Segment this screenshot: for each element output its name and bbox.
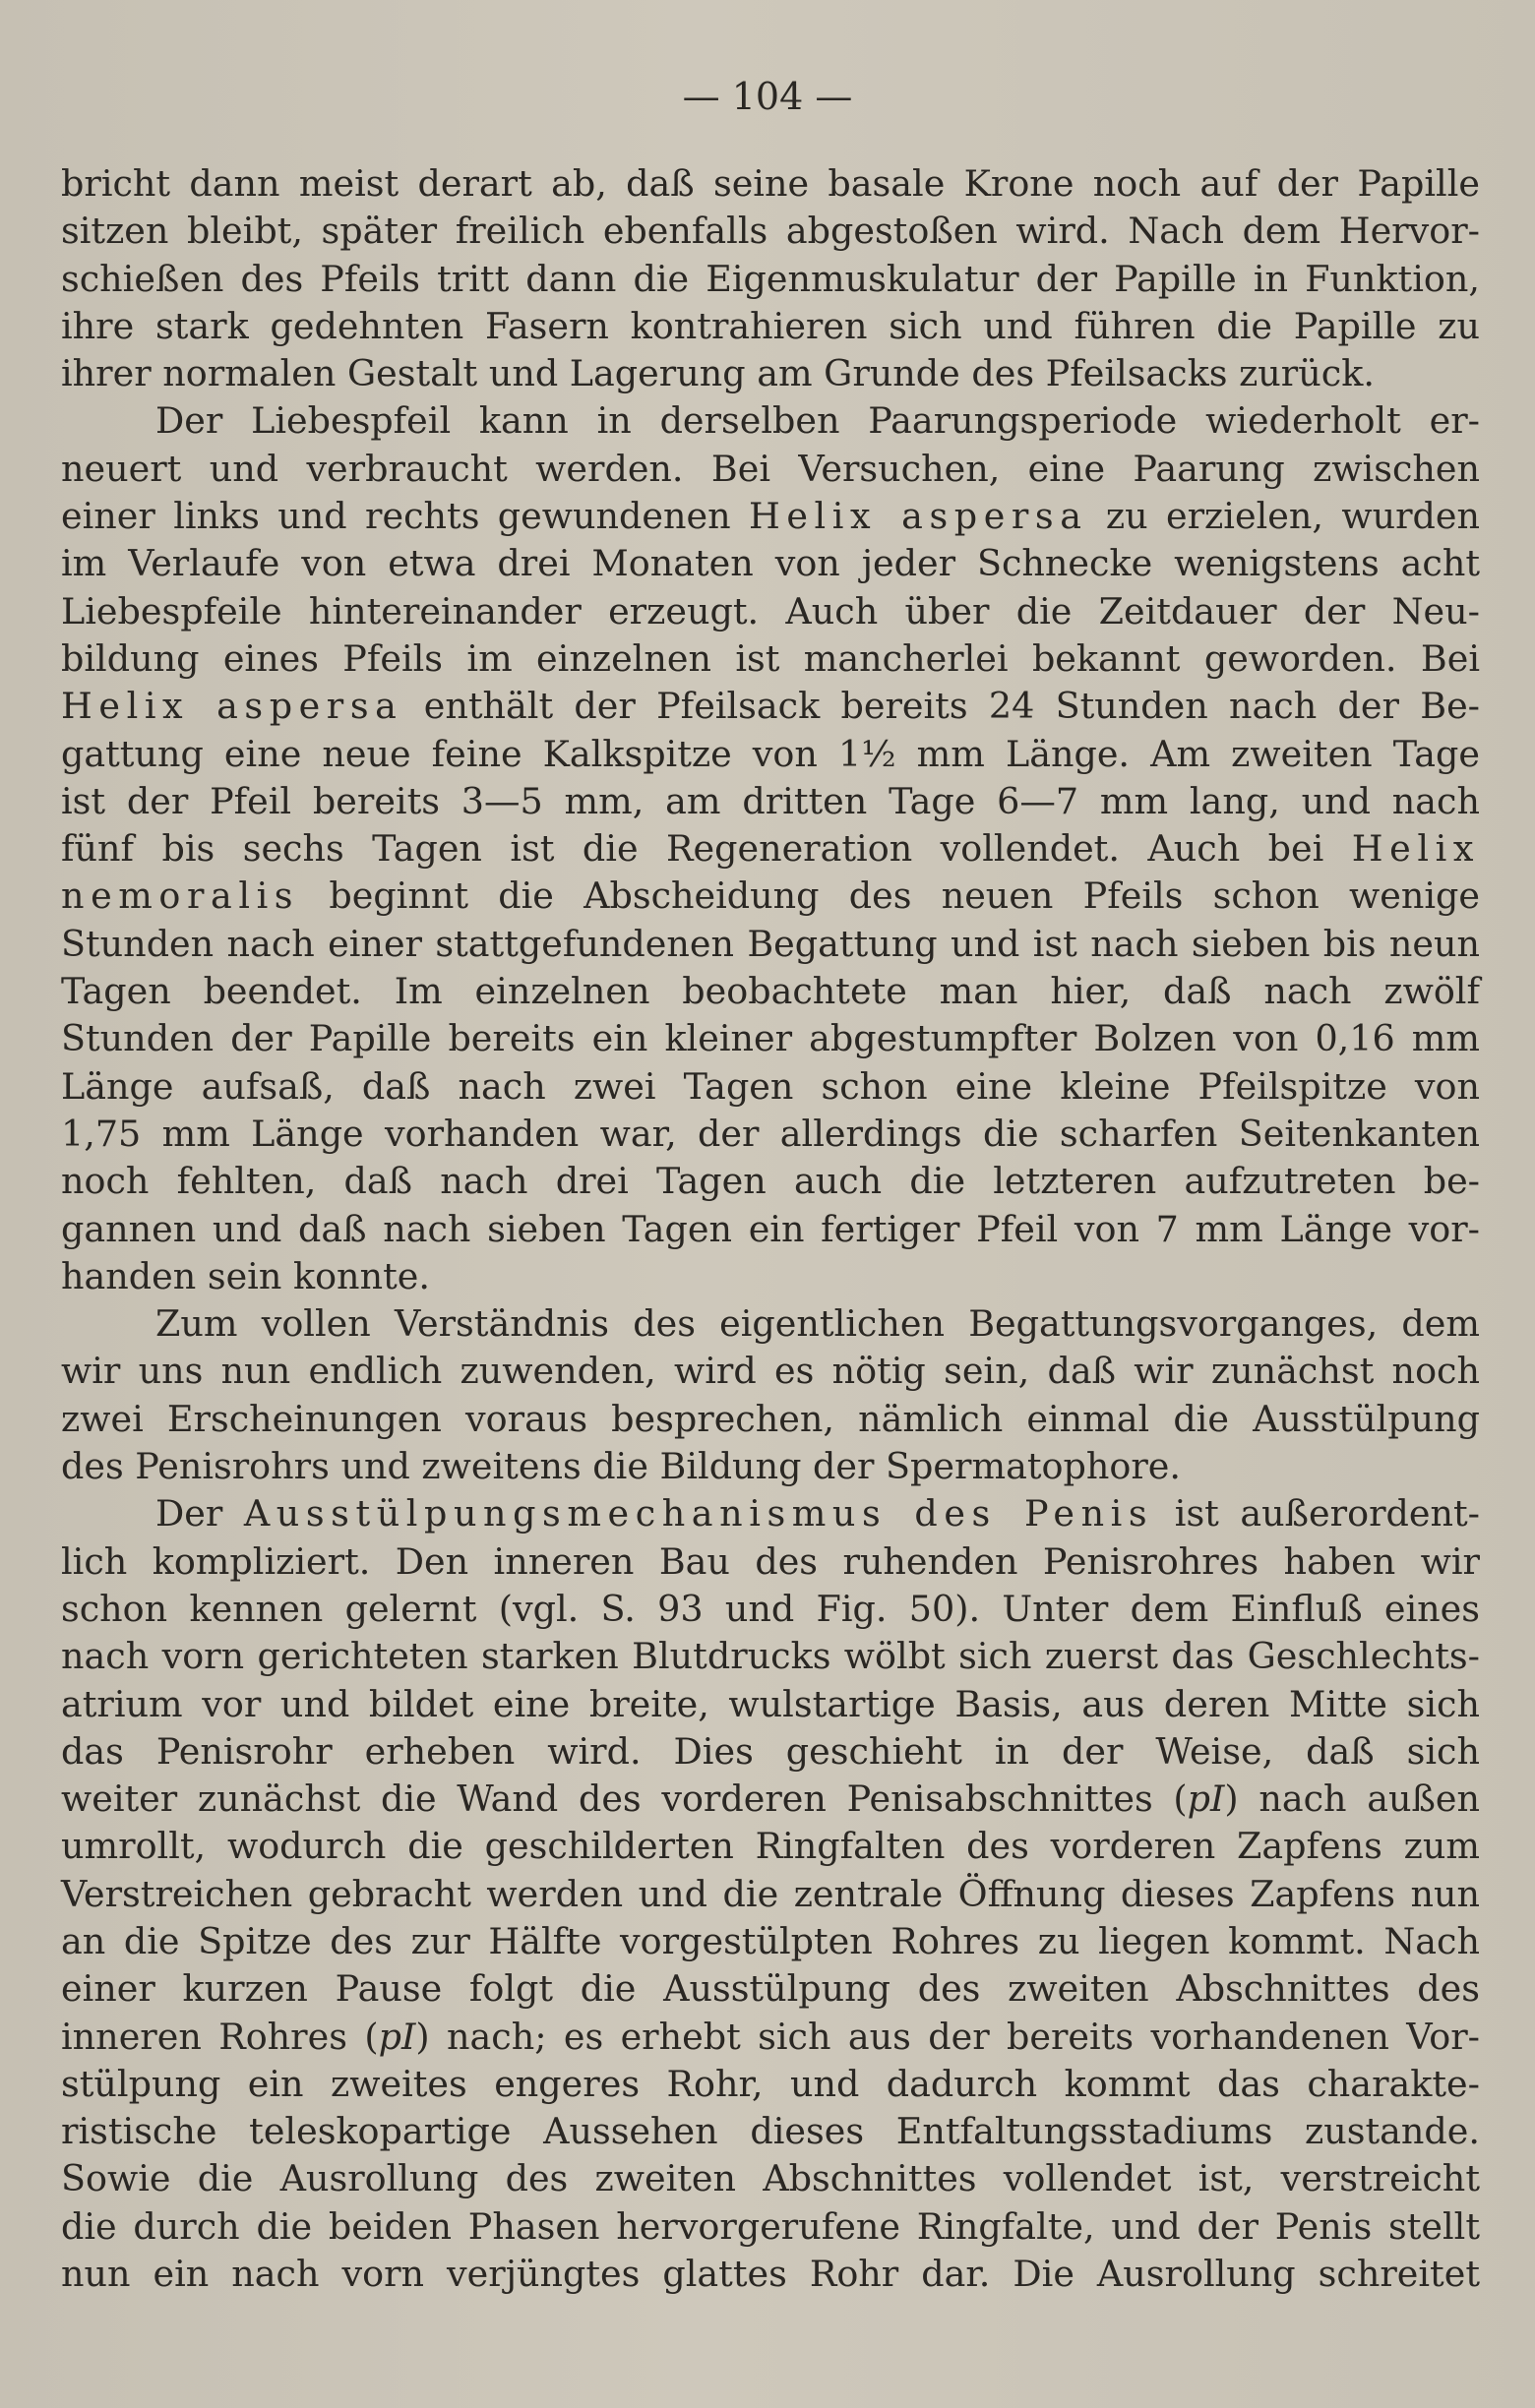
text-line: 1,75 mm Länge vorhanden war, der allerdings die scharfen Seitenkanten <box>61 1112 1480 1155</box>
text-line: gattung eine neue feine Kalkspitze von 1½ mm Länge. Am zweiten Tage <box>61 732 1480 775</box>
text-line: lich kompliziert. Den inneren Bau des ruhenden Penisrohres haben wir <box>61 1539 1480 1583</box>
text-line: fünf bis sechs Tagen ist die Regeneration vollendet. Auch bei Helix <box>61 827 1480 871</box>
text-line: nach vorn gerichteten starken Blutdrucks wölbt sich zuerst das Geschlechts- <box>61 1635 1480 1678</box>
page-number: — 104 — <box>682 75 853 118</box>
species-name: Helix aspersa <box>748 495 1088 538</box>
figure-label: pI <box>378 2015 416 2058</box>
text-line: gannen und daß nach sieben Tagen ein fertiger Pfeil von 7 mm Länge vor- <box>61 1207 1480 1250</box>
text-line: Länge aufsaß, daß nach zwei Tagen schon eine kleine Pfeilspitze von <box>61 1064 1480 1108</box>
text-line: Stunden nach einer stattgefundenen Begattung und ist nach sieben bis neun <box>61 922 1480 965</box>
text-line: Helix aspersa enthält der Pfeilsack bereits 24 Stunden nach der Be- <box>61 685 1480 728</box>
text-line: inneren Rohres (pI) nach; es erhebt sich aus der bereits vorhandenen Vor- <box>61 2015 1480 2058</box>
text-line: Verstreichen gebracht werden und die zentrale Öffnung dieses Zapfens nun <box>61 1872 1480 1915</box>
text-line: nemoralis beginnt die Abscheidung des neuen Pfeils schon wenige <box>61 874 1480 918</box>
species-name: Helix aspersa <box>61 685 403 728</box>
text-line: atrium vor und bildet eine breite, wulstartige Basis, aus deren Mitte sich <box>61 1682 1480 1725</box>
text-line: handen sein konnte. <box>61 1254 430 1297</box>
text-line: Stunden der Papille bereits ein kleiner abgestumpfter Bolzen von 0,16 mm <box>61 1017 1480 1060</box>
text-line: ist der Pfeil bereits 3—5 mm, am dritten Tage 6—7 mm lang, und nach <box>61 779 1480 822</box>
species-name: nemoralis <box>61 874 300 918</box>
text-line: stülpung ein zweites engeres Rohr, und dadurch kommt das charakte- <box>61 2062 1480 2105</box>
text-line: Sowie die Ausrollung des zweiten Abschnittes vollendet ist, verstreicht <box>61 2157 1480 2200</box>
text-line: die durch die beiden Phasen hervorgerufene Ringfalte, und der Penis stellt <box>61 2204 1480 2248</box>
species-name: Helix <box>1351 827 1480 871</box>
text-line: neuert und verbraucht werden. Bei Versuchen, eine Paarung zwischen <box>61 447 1480 490</box>
text-line: Der Ausstülpungsmechanismus des Penis ist außerordent- <box>155 1492 1480 1535</box>
text-line: schießen des Pfeils tritt dann die Eigenmuskulatur der Papille in Funktion, <box>61 257 1480 300</box>
text-line: ihrer normalen Gestalt und Lagerung am Grunde des Pfeilsacks zurück. <box>61 352 1375 395</box>
text-line: bricht dann meist derart ab, daß seine basale Krone noch auf der Papille <box>61 162 1480 205</box>
text-line: schon kennen gelernt (vgl. S. 93 und Fig. 50). Unter dem Einfluß eines <box>61 1587 1480 1630</box>
text-line: Zum vollen Verständnis des eigentlichen Begattungsvorganges, dem <box>155 1302 1480 1346</box>
text-line: noch fehlten, daß nach drei Tagen auch die letzteren aufzutreten be- <box>61 1160 1480 1203</box>
text-line: Tagen beendet. Im einzelnen beobachtete man hier, daß nach zwölf <box>61 970 1480 1013</box>
text-line: einer links und rechts gewundenen Helix aspersa zu erzielen, wurden <box>61 495 1480 538</box>
text-line: Liebespfeile hintereinander erzeugt. Auch über die Zeitdauer der Neu- <box>61 589 1480 632</box>
text-line: Der Liebespfeil kann in derselben Paarungsperiode wiederholt er- <box>155 399 1480 443</box>
text-line: bildung eines Pfeils im einzelnen ist mancherlei bekannt geworden. Bei <box>61 636 1480 680</box>
text-line: weiter zunächst die Wand des vorderen Penisabschnittes (pI) nach außen <box>61 1777 1480 1821</box>
text-line: sitzen bleibt, später freilich ebenfalls abgestoßen wird. Nach dem Hervor- <box>61 210 1480 253</box>
text-line: nun ein nach vorn verjüngtes glattes Rohr dar. Die Ausrollung schreitet <box>61 2253 1480 2296</box>
text-line: ristische teleskopartige Aussehen dieses Entfaltungsstadiums zustande. <box>61 2110 1480 2153</box>
text-line: an die Spitze des zur Hälfte vorgestülpten Rohres zu liegen kommt. Nach <box>61 1919 1480 1962</box>
text-line: im Verlaufe von etwa drei Monaten von jeder Schnecke wenigstens acht <box>61 542 1480 585</box>
text-line: zwei Erscheinungen voraus besprechen, nämlich einmal die Ausstülpung <box>61 1397 1480 1440</box>
text-line: das Penisrohr erheben wird. Dies geschieht in der Weise, daß sich <box>61 1729 1480 1773</box>
emphasized-term: Ausstülpungsmechanismus des Penis <box>243 1492 1154 1535</box>
text-line: des Penisrohrs und zweitens die Bildung der Spermatophore. <box>61 1445 1181 1488</box>
text-line: umrollt, wodurch die geschilderten Ringfalten des vorderen Zapfens zum <box>61 1825 1480 1868</box>
text-line: einer kurzen Pause folgt die Ausstülpung des zweiten Abschnittes des <box>61 1967 1480 2011</box>
figure-label: pI <box>1187 1777 1225 1821</box>
body-text <box>61 160 1480 2298</box>
text-line: wir uns nun endlich zuwenden, wird es nötig sein, daß wir zunächst noch <box>61 1350 1480 1393</box>
text-line: ihre stark gedehnten Fasern kontrahieren sich und führen die Papille zu <box>61 304 1480 347</box>
